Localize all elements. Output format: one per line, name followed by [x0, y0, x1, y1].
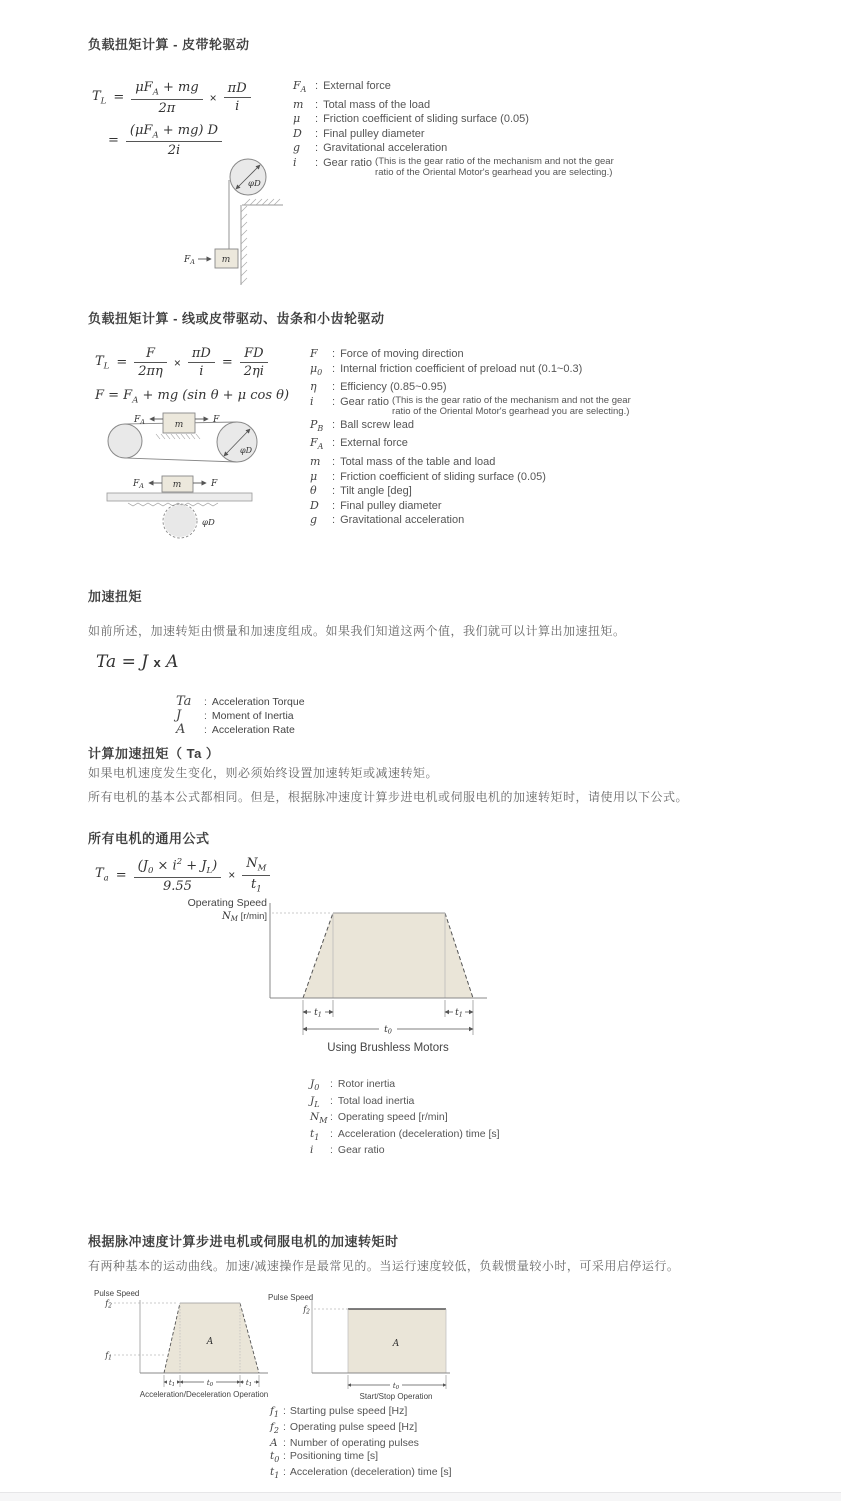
- variable-row: Ta : Acceleration Torque: [176, 694, 305, 709]
- speed-profile-chart: [180, 893, 500, 1063]
- pinion-gear: [164, 505, 196, 537]
- speed-trapezoid: [303, 913, 473, 998]
- variable-row: $t_0$ : Positioning time [s]: [270, 1450, 379, 1465]
- variable-row: $t_1$ : Acceleration (deceleration) time [s]: [270, 1466, 452, 1481]
- section-heading-calc-ta: 计算加速扭矩（ Ta ）: [88, 746, 220, 761]
- ground-hatch: [156, 434, 200, 439]
- formula-load-torque-belt: $T_L$ = $\frac{F}{2\pi\eta}$ × $\frac{\pi D}{i}$ = $\frac{FD}{2\eta i}$ $F = F_A$ + mg (sin θ + μ cos θ): [95, 346, 290, 406]
- variable-row: $J_0$ : Rotor inertia: [310, 1078, 396, 1093]
- chart-caption: Start/Stop Operation: [359, 1392, 433, 1401]
- section-heading-wire-belt-drive: 负载扭矩计算 - 线或皮带驱动、齿条和小齿轮驱动: [88, 311, 385, 326]
- variable-row: D : Final pulley diameter: [310, 498, 442, 512]
- formula-ta: Ta = J x A: [96, 652, 179, 672]
- variable-row: $N_M$ : Operating speed [r/min]: [310, 1111, 448, 1126]
- t0-label: t0: [384, 1025, 392, 1036]
- start-stop-chart: [266, 1286, 461, 1406]
- variable-list-belt: [310, 347, 810, 528]
- calc-ta-line2: 所有电机的基本公式都相同。但是，根据脉冲速度计算步进电机或伺服电机的加速转矩时，请使用以下公式。: [88, 790, 689, 804]
- chart-caption: Acceleration/Deceleration Operation: [139, 1390, 269, 1399]
- variable-row: $f_2$ : Operating pulse speed [Hz]: [270, 1421, 418, 1436]
- section-heading-pulse-speed: 根据脉冲速度计算步进电机或伺服电机的加速转矩时: [88, 1234, 399, 1249]
- rack-bar: [107, 493, 252, 501]
- svg-text:m: m: [174, 420, 184, 430]
- pinion-diameter-label: φD: [202, 518, 215, 528]
- t1-label-right: t1: [455, 1008, 463, 1019]
- t0-label: t0: [206, 1379, 214, 1388]
- area-label: A: [392, 1339, 400, 1349]
- variable-row: μ : Friction coefficient of sliding surface (0.05): [293, 112, 529, 126]
- rack-pinion-diagram: [88, 473, 328, 543]
- area-label: A: [206, 1337, 214, 1347]
- variable-row: m : Total mass of the table and load: [310, 455, 496, 469]
- variable-row: A : Acceleration Rate: [176, 722, 295, 737]
- f2-label: f2: [303, 1305, 310, 1316]
- formula-load-torque-pulley: $T_L$ = $\frac{\mu F_A + mg}{2\pi}$ × $\frac{\pi D}{i}$ = $\frac{(\mu F_A + mg) D}{2i}$: [92, 80, 251, 158]
- chart-caption: Using Brushless Motors: [327, 1042, 449, 1054]
- accel-decel-chart: [88, 1286, 283, 1406]
- external-force-label: $F_A$: [133, 479, 144, 490]
- y-axis-label: Pulse Speed: [94, 1289, 140, 1298]
- variable-row: g : Gravitational acceleration: [310, 513, 465, 527]
- pulley-diagram: [165, 142, 365, 292]
- belt-pulley-diameter-label: φD: [240, 446, 253, 455]
- variable-row: η : Efficiency (0.85~0.95): [310, 380, 447, 394]
- svg-text:m: m: [172, 480, 182, 490]
- variable-row: i : Gear ratio (This is the gear ratio of the mechanism and not the gear ratio of the Oriental Motor's gearhead you are selecting.): [293, 155, 614, 179]
- belt-drive-diagram: [88, 405, 328, 475]
- formula-lhs: $T_L$: [92, 89, 107, 107]
- section-heading-accel-torque: 加速扭矩: [88, 589, 143, 604]
- t1-label-left: t1: [168, 1379, 176, 1388]
- force-label: F: [213, 415, 220, 425]
- wall-hatch-side: [241, 206, 247, 284]
- variable-row: $f_1$ : Starting pulse speed [Hz]: [270, 1405, 408, 1420]
- variable-list-pulse: [270, 1405, 630, 1482]
- variable-row: A : Number of operating pulses: [270, 1437, 419, 1450]
- variable-row: J : Moment of Inertia: [176, 708, 294, 723]
- variable-list-pulley: [293, 79, 773, 179]
- variable-list-common: [310, 1078, 710, 1158]
- variable-row: g : Gravitational acceleration: [293, 141, 448, 155]
- variable-row: m : Total mass of the load: [293, 97, 431, 111]
- f2-label: f2: [105, 1299, 112, 1310]
- variable-row: i : Gear ratio (This is the gear ratio of the mechanism and not the gear ratio of the Oriental Motor's gearhead you are selecting.): [310, 394, 631, 418]
- formula-common: $T_a$ = $\frac{(J_0 \times i^2 + J_L)}{9.55}$ × $\frac{N_M}{t_1}$: [95, 856, 270, 894]
- calc-ta-line1: 如果电机速度发生变化，则必须始终设置加速转矩或减速转矩。: [88, 766, 439, 780]
- external-force-label: $F_A$: [134, 415, 145, 426]
- variable-row: $t_1$ : Acceleration (deceleration) time [s]: [310, 1127, 500, 1142]
- variable-row: D : Final pulley diameter: [293, 126, 425, 140]
- t1-label-right: t1: [245, 1379, 253, 1388]
- formula-force: $F = F_A$ + mg (sin θ + μ cos θ): [95, 388, 290, 406]
- section-heading-common-formula: 所有电机的通用公式: [88, 831, 210, 846]
- f1-label: f1: [105, 1351, 112, 1362]
- y-axis-label-line1: Operating Speed: [187, 897, 267, 909]
- variable-row: F : Force of moving direction: [310, 347, 464, 360]
- variable-row: θ : Tilt angle [deg]: [310, 484, 412, 498]
- left-pulley-circle: [108, 424, 142, 458]
- variable-list-accel: [176, 695, 506, 737]
- wall-hatch-top: [244, 199, 280, 205]
- section-heading-pulley-drive: 负载扭矩计算 - 皮带轮驱动: [88, 37, 250, 52]
- force-label: F: [211, 479, 218, 489]
- pulse-intro-paragraph: 有两种基本的运动曲线。加速/减速操作是最常见的。当运行速度较低，负载惯量较小时，可采用启停运行。: [88, 1259, 680, 1273]
- y-axis-label-line2: $N_M$ [r/min]: [222, 911, 267, 923]
- variable-row: $\mu_0$ : Internal friction coefficient of preload nut (0.1~0.3): [310, 361, 583, 377]
- variable-row: $J_L$ : Total load inertia: [310, 1094, 415, 1109]
- accel-intro-paragraph: 如前所述，加速转矩由惯量和加速度组成。如果我们知道这两个值，我们就可以计算出加速扭矩。: [88, 624, 626, 638]
- t0-label: t0: [392, 1382, 400, 1391]
- variable-row: $F_A$ : External force: [293, 79, 391, 95]
- variable-row: $P_B$ : Ball screw lead: [310, 417, 415, 433]
- variable-row: μ : Friction coefficient of sliding surface (0.05): [310, 469, 546, 483]
- svg-text:m: m: [221, 255, 231, 265]
- y-axis-label: Pulse Speed: [268, 1293, 314, 1302]
- t1-label-left: t1: [314, 1008, 322, 1019]
- variable-row: $F_A$ : External force: [310, 436, 408, 452]
- variable-row: i : Gear ratio: [310, 1144, 385, 1157]
- pulley-diameter-label: φD: [248, 179, 261, 189]
- external-force-label: $F_A$: [184, 255, 195, 266]
